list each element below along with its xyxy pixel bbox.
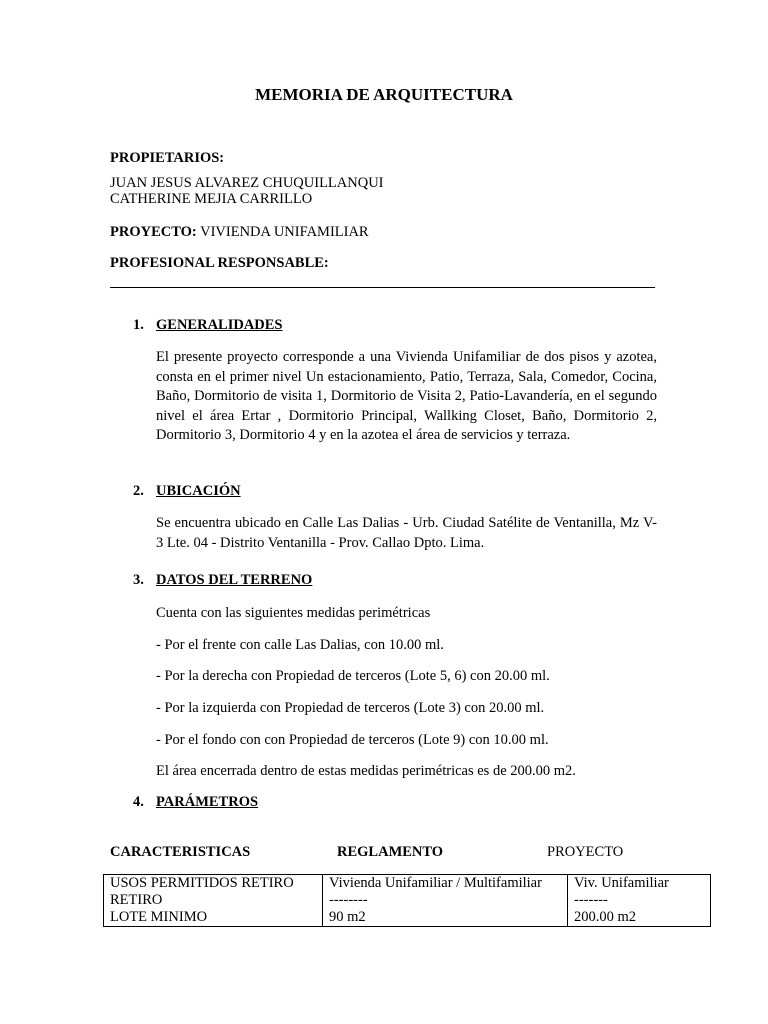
cell-text: Vivienda Unifamiliar / Multifamiliar <box>329 875 542 891</box>
section-number: 2. <box>133 483 144 499</box>
proyecto-row <box>110 223 369 241</box>
reglamento-cell <box>323 875 568 927</box>
caracteristicas-cell <box>104 875 323 927</box>
section-number: 4. <box>133 794 144 810</box>
cell-text: ------- <box>574 892 608 908</box>
section-number: 3. <box>133 572 144 588</box>
table-header: PROYECTO <box>547 844 624 860</box>
terrain-line: - Por la derecha con Propiedad de terceros (Lote 5, 6) con 20.00 ml. <box>156 668 550 684</box>
parameters-table <box>103 874 711 927</box>
table-header: REGLAMENTO <box>337 844 444 860</box>
cell-text: Viv. Unifamiliar <box>574 875 669 891</box>
page-title: MEMORIA DE ARQUITECTURA <box>255 85 513 104</box>
section-heading: DATOS DEL TERRENO <box>156 572 313 588</box>
profesional-label: PROFESIONAL RESPONSABLE: <box>110 255 329 271</box>
signature-line <box>110 287 655 288</box>
proyecto-label: PROYECTO: <box>110 224 197 240</box>
proyecto-value: VIVIENDA UNIFAMILIAR <box>200 224 369 240</box>
table-header: CARACTERISTICAS <box>110 844 251 860</box>
cell-text: 200.00 m2 <box>574 909 637 925</box>
section-heading: PARÁMETROS <box>156 794 259 810</box>
owner-name: JUAN JESUS ALVAREZ CHUQUILLANQUI <box>110 175 384 191</box>
propietarios-label: PROPIETARIOS: <box>110 150 225 166</box>
cell-text: USOS PERMITIDOS RETIRO <box>110 875 294 891</box>
owner-name: CATHERINE MEJIA CARRILLO <box>110 191 313 207</box>
proyecto-cell <box>568 875 711 927</box>
section-number: 1. <box>133 317 144 333</box>
table-row <box>104 875 711 927</box>
terrain-line: - Por el fondo con con Propiedad de terceros (Lote 9) con 10.00 ml. <box>156 732 549 748</box>
cell-text: LOTE MINIMO <box>110 909 208 925</box>
section-paragraph: Se encuentra ubicado en Calle Las Dalias - Urb. Ciudad Satélite de Ventanilla, Mz V-3 Lte. 04 - Distrito Ventanilla - Prov. Callao Dpto. Lima. <box>156 515 657 551</box>
section-heading: GENERALIDADES <box>156 317 283 333</box>
cell-text: 90 m2 <box>329 909 366 925</box>
terrain-line: Cuenta con las siguientes medidas perimétricas <box>156 605 431 621</box>
terrain-line: - Por la izquierda con Propiedad de terceros (Lote 3) con 20.00 ml. <box>156 700 545 716</box>
section-heading: UBICACIÓN <box>156 483 241 499</box>
section-paragraph: El presente proyecto corresponde a una Vivienda Unifamiliar de dos pisos y azotea, consta en el primer nivel Un estacionamiento, Patio, Terraza, Sala, Comedor, Cocina, Baño, Dormitorio de visita 1, Dormitorio de Visita 2, Patio-Lavandería, en el segundo nivel el área Ertar , Dormitorio Principal, Wallking Closet, Baño, Dormitorio 2, Dormitorio 3, Dormitorio 4 y en la azotea el área de servicios y terraza. <box>156 349 657 443</box>
cell-text: -------- <box>329 892 368 908</box>
cell-text: RETIRO <box>110 892 163 908</box>
terrain-line: - Por el frente con calle Las Dalias, con 10.00 ml. <box>156 637 444 653</box>
terrain-line: El área encerrada dentro de estas medidas perimétricas es de 200.00 m2. <box>156 763 576 779</box>
